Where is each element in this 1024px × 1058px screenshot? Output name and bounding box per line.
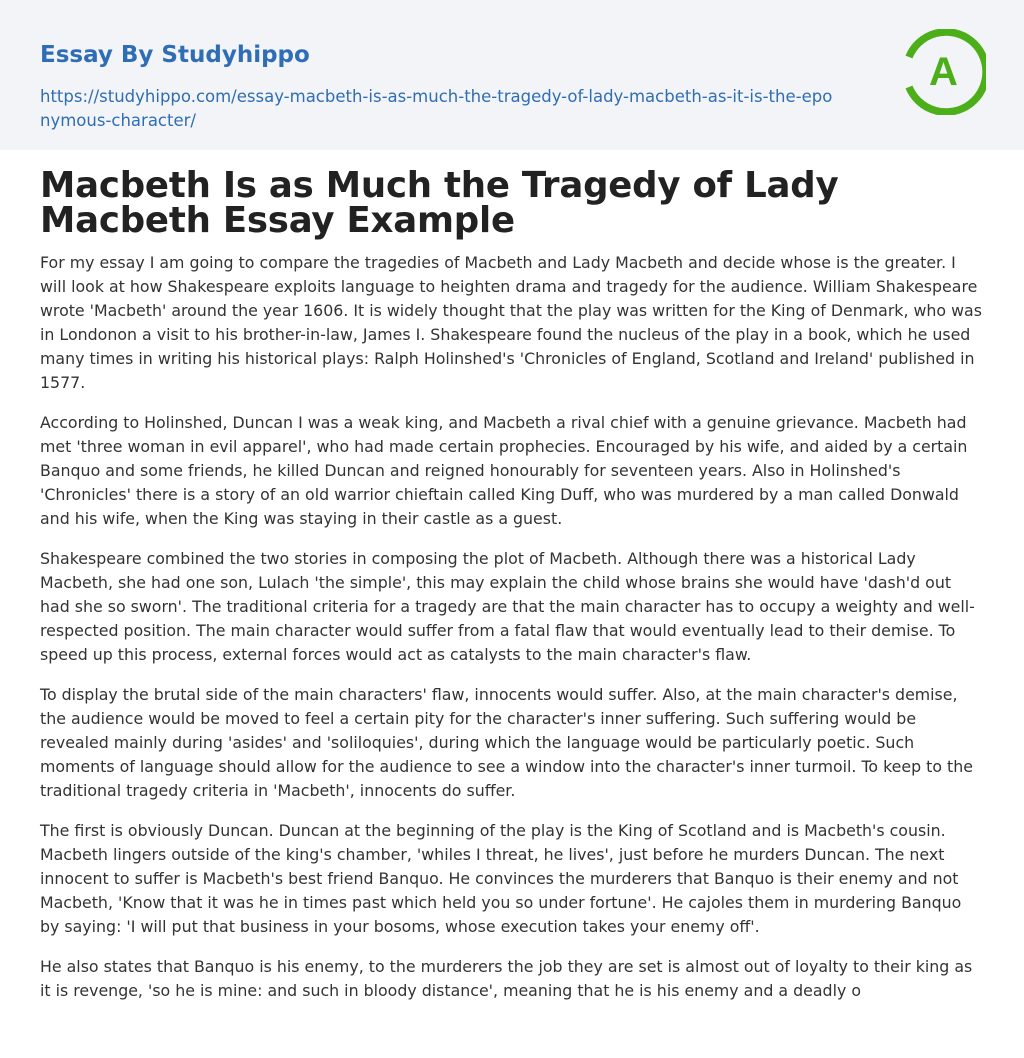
essay-paragraph: For my essay I am going to compare the tragedies of Macbeth and Lady Macbeth and decide whose is the greater. I will look at how Shakespeare exploits language to heighten drama and tragedy for the audience. William Shakespeare wrote 'Macbeth' around the year 1606. It is widely thought that the play was written for the King of Denmark, who was in Londonon a visit to his brother-in-law, James I. Shakespeare found the nucleus of the play in a book, which he used many times in writing his historical plays: Ralph Holinshed's 'Chronicles of England, Scotland and Ireland' published in 1577. [40,253,982,392]
site-header [0,0,1024,150]
essay-title: Macbeth Is as Much the Tragedy of Lady Macbeth Essay Example [40,165,839,241]
essay-paragraph: According to Holinshed, Duncan I was a weak king, and Macbeth a rival chief with a genuine grievance. Macbeth had met 'three woman in evil apparel', who had made certain prophecies. Encouraged by his wife, and aided by a certain Banquo and some friends, he killed Duncan and reigned honourably for seventeen years. Also in Holinshed's 'Chronicles' there is a story of an old warrior chieftain called King Duff, who was murdered by a man called Donwald and his wife, when the King was staying in their castle as a guest. [40,413,968,528]
essay-paragraph: He also states that Banquo is his enemy, to the murderers the job they are set is almost out of loyalty to their king as it is revenge, 'so he is mine: and such in bloody distance', meaning that he is his enemy and a deadly o [40,957,973,1000]
essay-content [0,150,1024,1003]
logo-letter: A [929,50,958,94]
essay-paragraph: Shakespeare combined the two stories in composing the plot of Macbeth. Although there was a historical Lady Macbeth, she had one son, Lulach 'the simple', this may explain the child whose brains she would have 'dash'd out had she so sworn'. The traditional criteria for a tragedy are that the main character has to occupy a weighty and well-respected position. The main character would suffer from a fatal flaw that would eventually lead to their demise. To speed up this process, external forces would act as catalysts to the main character's flaw. [40,549,975,664]
site-title: Essay By Studyhippo [40,42,310,68]
studyhippo-logo-icon[interactable] [900,29,986,115]
essay-url-link[interactable]: https://studyhippo.com/essay-macbeth-is-as-much-the-tragedy-of-lady-macbeth-as-it-is-the-eponymous-character/ [40,87,833,130]
essay-paragraph: To display the brutal side of the main characters' flaw, innocents would suffer. Also, at the main character's demise, the audience would be moved to feel a certain pity for the character's inner suffering. Such suffering would be revealed mainly during 'asides' and 'soliloquies', during which the language would be particularly poetic. Such moments of language should allow for the audience to see a window into the character's inner turmoil. To keep to the traditional tragedy criteria in 'Macbeth', innocents do suffer. [40,685,973,800]
essay-paragraph: The first is obviously Duncan. Duncan at the beginning of the play is the King of Scotland and is Macbeth's cousin. Macbeth lingers outside of the king's chamber, 'whiles I threat, he lives', just before he murders Duncan. The next innocent to suffer is Macbeth's best friend Banquo. He convinces the murderers that Banquo is their enemy and not Macbeth, 'Know that it was he in times past which held you so under fortune'. He cajoles them in murdering Banquo by saying: 'I will put that business in your bosoms, whose execution takes your enemy off'. [40,821,962,936]
